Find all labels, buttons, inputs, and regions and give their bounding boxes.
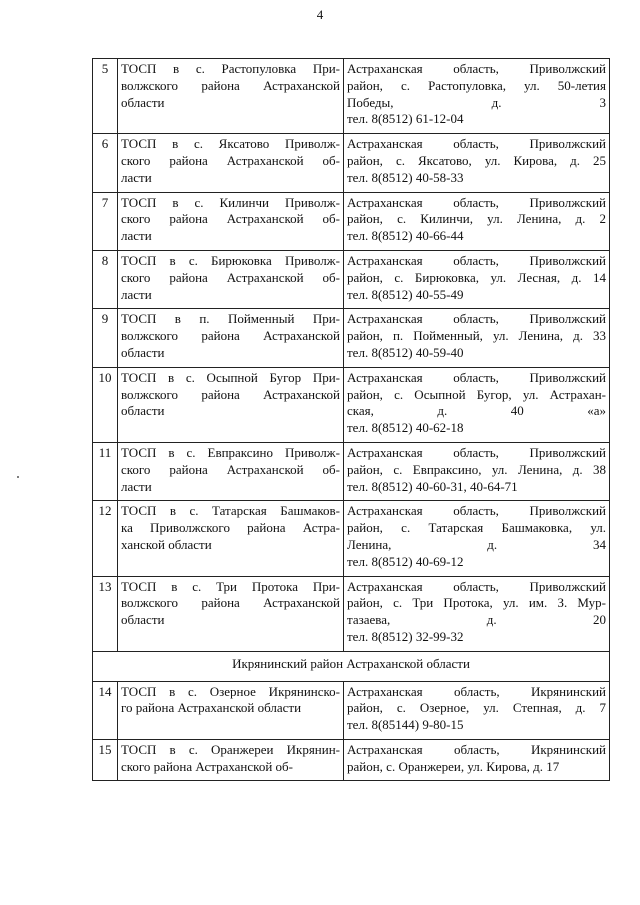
branch-name-cell [118, 59, 344, 134]
address-cell [344, 367, 610, 442]
region-header: Икрянинский район Астраханской области [93, 651, 610, 681]
branch-name-line: области [121, 344, 165, 360]
address-line: Астраханская область, Приволжский [347, 503, 606, 519]
row-number: 9 [93, 309, 118, 367]
address-line: район, с. Озерное, ул. Степная, д. 7 [347, 700, 606, 716]
address-cell [344, 250, 610, 308]
address-line: район, с. Татарская Башмаковка, ул. [347, 520, 606, 536]
table-row [93, 442, 610, 500]
address-line: тел. 8(8512) 40-66-44 [347, 228, 464, 244]
branch-name-cell [118, 134, 344, 192]
branch-name-line: ского района Астраханской об- [121, 152, 340, 168]
address-cell [344, 576, 610, 651]
table-row [93, 59, 610, 134]
address-line: тел. 8(8512) 40-58-33 [347, 169, 464, 185]
address-line: Астраханская область, Приволжский [347, 369, 606, 385]
address-line: Ленина, д. 34 [347, 536, 606, 552]
address-line: тел. 8(85144) 9-80-15 [347, 717, 464, 733]
branch-name-line: волжского района Астраханской [121, 595, 340, 611]
branch-name-line: ТОСП в с. Евпраксино Приволж- [121, 444, 340, 460]
address-line: Астраханская область, Приволжский [347, 578, 606, 594]
row-number: 11 [93, 442, 118, 500]
address-line: район, с. Три Протока, ул. им. З. Мур- [347, 595, 606, 611]
branch-name-line: волжского района Астраханской [121, 77, 340, 93]
table-row [93, 134, 610, 192]
branch-name-line: ского района Астраханской об- [121, 211, 340, 227]
address-line: ская, д. 40 «а» [347, 403, 606, 419]
table-row [93, 309, 610, 367]
row-number: 14 [93, 681, 118, 739]
branch-name-cell [118, 501, 344, 576]
branch-name-cell [118, 442, 344, 500]
address-line: район, с. Осыпной Бугор, ул. Астрахан- [347, 386, 606, 402]
table-row [93, 681, 610, 739]
address-line: тел. 8(8512) 61-12-04 [347, 111, 464, 127]
table-row [93, 250, 610, 308]
branch-name-line: ка Приволжского района Астра- [121, 520, 340, 536]
tosp-table [92, 58, 610, 781]
row-number: 15 [93, 739, 118, 781]
address-line: тел. 8(8512) 40-62-18 [347, 420, 464, 436]
row-number: 13 [93, 576, 118, 651]
branch-name-line: ского района Астраханской об- [121, 758, 293, 774]
branch-name-line: ласти [121, 169, 152, 185]
branch-name-cell [118, 681, 344, 739]
branch-name-line: ханской области [121, 536, 212, 552]
branch-name-line: го района Астраханской области [121, 700, 302, 716]
region-header-row [93, 651, 610, 681]
address-line: Астраханская область, Приволжский [347, 444, 606, 460]
table-row [93, 367, 610, 442]
branch-name-line: ТОСП в с. Оранжереи Икрянин- [121, 741, 340, 757]
address-line: район, с. Евпраксино, ул. Ленина, д. 38 [347, 461, 606, 477]
branch-name-cell [118, 250, 344, 308]
branch-name-line: ТОСП в с. Озерное Икрянинско- [121, 683, 340, 699]
address-line: Победы, д. 3 [347, 94, 606, 110]
address-line: Астраханская область, Приволжский [347, 136, 606, 152]
address-cell [344, 739, 610, 781]
row-number: 7 [93, 192, 118, 250]
address-line: Астраханская область, Приволжский [347, 61, 606, 76]
branch-name-cell [118, 192, 344, 250]
table-row [93, 739, 610, 781]
address-line: район, с. Растопуловка, ул. 50-летия [347, 77, 606, 93]
address-line: Астраханская область, Икрянинский [347, 683, 606, 699]
branch-name-line: области [121, 403, 165, 419]
address-cell [344, 192, 610, 250]
address-line: район, с. Бирюковка, ул. Лесная, д. 14 [347, 269, 606, 285]
branch-name-cell [118, 739, 344, 781]
branch-name-cell [118, 309, 344, 367]
branch-name-line: ТОСП в с. Бирюковка Приволж- [121, 252, 340, 268]
branch-name-cell [118, 576, 344, 651]
branch-name-line: ласти [121, 228, 152, 244]
row-number: 10 [93, 367, 118, 442]
branch-name-line: ТОСП в с. Килинчи Приволж- [121, 194, 340, 210]
scan-mark [17, 476, 19, 478]
branch-name-cell [118, 367, 344, 442]
address-line: район, с. Оранжереи, ул. Кирова, д. 17 [347, 758, 560, 774]
branch-name-line: области [121, 612, 165, 628]
address-cell [344, 134, 610, 192]
address-line: район, п. Пойменный, ул. Ленина, д. 33 [347, 328, 606, 344]
address-line: район, с. Килинчи, ул. Ленина, д. 2 [347, 211, 606, 227]
page-number: 4 [316, 7, 324, 22]
address-cell [344, 442, 610, 500]
row-number: 6 [93, 134, 118, 192]
branch-name-line: ТОСП в с. Яксатово Приволж- [121, 136, 340, 152]
branch-name-line: ского района Астраханской об- [121, 461, 340, 477]
address-line: Астраханская область, Приволжский [347, 311, 606, 327]
address-cell [344, 59, 610, 134]
table-row [93, 576, 610, 651]
branch-name-line: ского района Астраханской об- [121, 269, 340, 285]
table-body [93, 59, 610, 781]
address-line: тел. 8(8512) 40-60-31, 40-64-71 [347, 478, 518, 494]
address-line: Астраханская область, Приволжский [347, 252, 606, 268]
address-line: Астраханская область, Приволжский [347, 194, 606, 210]
table-row [93, 192, 610, 250]
address-line: тел. 8(8512) 32-99-32 [347, 628, 464, 644]
address-line: Астраханская область, Икрянинский [347, 741, 606, 757]
row-number: 5 [93, 59, 118, 134]
branch-name-line: ТОСП в с. Осыпной Бугор При- [121, 369, 340, 385]
address-line: тел. 8(8512) 40-55-49 [347, 286, 464, 302]
address-line: тел. 8(8512) 40-69-12 [347, 553, 464, 569]
row-number: 12 [93, 501, 118, 576]
address-line: район, с. Яксатово, ул. Кирова, д. 25 [347, 152, 606, 168]
address-cell [344, 501, 610, 576]
branch-name-line: ласти [121, 478, 152, 494]
branch-name-line: ласти [121, 286, 152, 302]
branch-name-line: ТОСП в с. Три Протока При- [121, 578, 340, 594]
branch-name-line: области [121, 94, 165, 110]
branch-name-line: ТОСП в с. Татарская Башмаков- [121, 503, 340, 519]
branch-name-line: волжского района Астраханской [121, 386, 340, 402]
address-cell [344, 309, 610, 367]
address-line: тазаева, д. 20 [347, 612, 606, 628]
address-line: тел. 8(8512) 40-59-40 [347, 344, 464, 360]
address-cell [344, 681, 610, 739]
branch-name-line: волжского района Астраханской [121, 328, 340, 344]
row-number: 8 [93, 250, 118, 308]
table-row [93, 501, 610, 576]
branch-name-line: ТОСП в п. Пойменный При- [121, 311, 340, 327]
branch-name-line: ТОСП в с. Растопуловка При- [121, 61, 340, 76]
